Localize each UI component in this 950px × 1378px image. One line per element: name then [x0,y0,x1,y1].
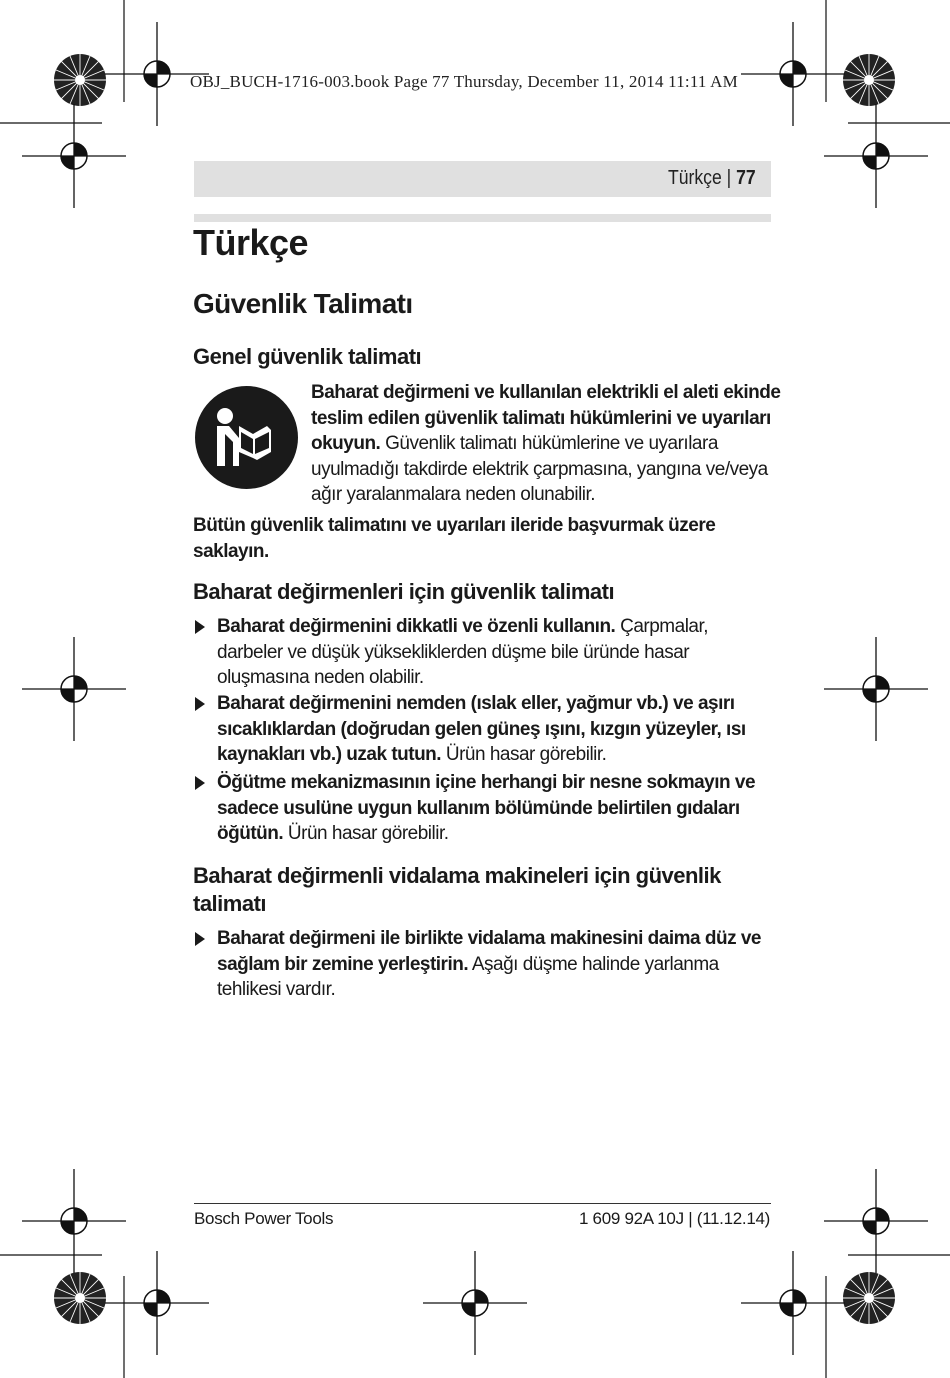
registration-mark-icon [741,1251,845,1355]
registration-mark-icon [824,637,928,741]
footer-brand: Bosch Power Tools [194,1209,334,1228]
general-warning-text: Güvenlik talimatı hükümlerine ve uyarılara uyulmadığı takdirde elektrik çarpmasına, yangına ve/veya ağır yaralanmalara neden olunabilir. [311,433,768,505]
footer-doc-number: 1 609 92A 10J | (11.12.14) [578,1209,770,1228]
list-item-bold: Baharat değirmeni ile birlikte vidalama makinesini daima düz ve sağlam bir zemine yerleştirin. [217,928,761,975]
list-item-bold: Baharat değirmenini dikkatli ve özenli kullanın. [217,616,616,637]
triangle-bullet-icon [195,932,205,946]
page-title: Türkçe [193,222,309,263]
running-header [668,167,756,190]
general-warning [311,380,781,508]
registration-mark-icon [824,1169,928,1273]
registration-mark-icon [741,22,845,126]
grinder-safety-heading: Baharat değirmenleri için güvenlik talimatı [193,579,615,604]
registration-mark-icon [824,104,928,208]
general-heading: Genel güvenlik talimatı [193,344,422,369]
list-item-bold: Baharat değirmenini nemden (ıslak eller, yağmur vb.) ve aşırı sıcaklıklardan (doğrudan gelen güneş ışını, kızgın yüzeyler, ısı kaynakları vb.) uzak tutun. [217,693,746,765]
print-info: OBJ_BUCH-1716-003.book Page 77 Thursday, December 11, 2014 11:11 AM [190,72,738,91]
registration-mark-icon [105,1251,209,1355]
header-page-number: 77 [736,167,756,189]
sunburst-registration-icon-br [843,1272,895,1324]
list-item [217,926,773,1003]
sunburst-registration-icon-tr [843,54,895,106]
list-item [217,614,773,691]
header-rule [194,214,771,222]
sunburst-registration-icon-tl [54,54,106,106]
list-item-text: Ürün hasar görebilir. [283,823,449,844]
list-item-bold: Öğütme mekanizmasının içine herhangi bir nesne sokmayın ve sadece usulüne uygun kullanım bölümünde belirtilen gıdaları öğütün. [217,772,756,844]
screwdriver-safety-heading: Baharat değirmenli vidalama makineleri için güvenlik talimatı [193,863,721,916]
triangle-bullet-icon [195,776,205,790]
triangle-bullet-icon [195,697,205,711]
registration-mark-icon [423,1251,527,1355]
registration-mark-icon [22,637,126,741]
list-item [217,691,773,768]
keep-instructions-note: Bütün güvenlik talimatını ve uyarıları ileride başvurmak üzere saklayın. [193,515,716,562]
sunburst-registration-icon-bl [54,1272,106,1324]
header-language: Türkçe [668,167,723,189]
general-warning-bold: Baharat değirmeni ve kullanılan elektrikli el aleti ekinde teslim edilen güvenlik talimatı hükümlerini ve uyarıları okuyun. [311,382,781,454]
list-item-text: Ürün hasar görebilir. [441,744,607,765]
list-item [217,770,773,847]
list-item-text: Çarpmalar, darbeler ve düşük yüksekliklerden düşme bile üründe hasar oluşmasına neden olabilir. [217,616,709,688]
registration-mark-icon [22,104,126,208]
section-title: Güvenlik Talimatı [193,288,413,319]
registration-mark-icon [22,1169,126,1273]
triangle-bullet-icon [195,620,205,634]
read-manual-icon [195,386,298,489]
header-separator: | [722,167,737,189]
footer-rule [194,1203,771,1204]
list-item-text: Aşağı düşme halinde yarlanma tehlikesi vardır. [217,953,719,1000]
